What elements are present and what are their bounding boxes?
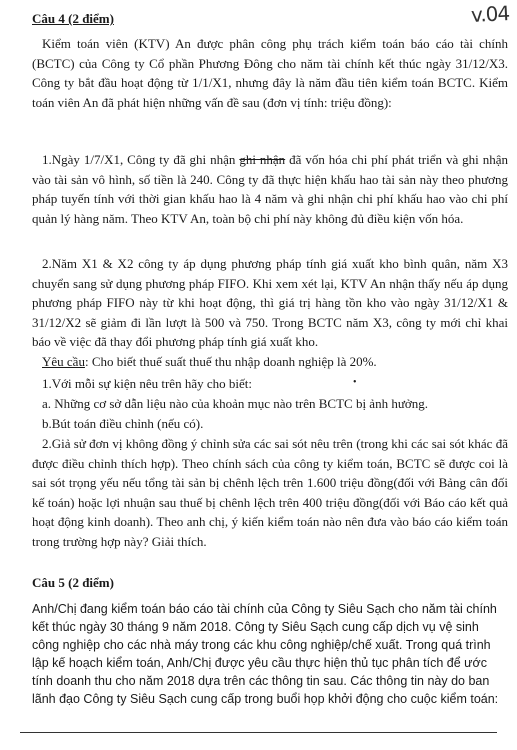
requirement-1b: b.Bút toán điều chỉnh (nếu có). (42, 416, 204, 431)
question-4-item-1: 1.Ngày 1/7/X1, Công ty đã ghi nhận ghi nhận đã vốn hóa chi phí phát triển và ghi nhận vào tài sản vô hình, số tiền là 240. Công ty đã thực hiện khấu hao tài sản này theo phương pháp tuyến tính với thời gian khấu hao là 4 năm và ghi nhận chi phí khấu hao vào chi phí quản lý hàng năm. Theo KTV An, toàn bộ chi phí này không đủ điều kiện vốn hóa. (32, 152, 508, 226)
requirement-line: Yêu cầu: Cho biết thuế suất thuế thu nhập doanh nghiệp là 20%. (42, 354, 377, 369)
requirement-1a: a. Những cơ sở dẫn liệu nào của khoản mục nào trên BCTC bị ảnh hưởng. (42, 396, 428, 411)
requirement-1: 1.Với mỗi sự kiện nêu trên hãy cho biết: (42, 376, 252, 391)
question-4-item-2: 2.Năm X1 & X2 công ty áp dụng phương pháp tính giá xuất kho bình quân, năm X3 chuyển sang sử dụng phương pháp FIFO. Khi xem xét lại, KTV An nhận thấy nếu áp dụng phương pháp FIFO này từ khi hoạt động, thì giá trị hàng tồn kho vào ngày 31/12/X1 & 31/12/X2 sẽ giảm đi lần lượt là 500 và 750. Trong BCTC năm X3, công ty mới chỉ khai báo về việc đã thay đổi phương pháp tính giá xuất kho. (32, 256, 508, 349)
handwritten-mark: v.04 (470, 1, 510, 27)
page-divider (20, 732, 497, 733)
requirement-2: 2.Giả sử đơn vị không đồng ý chỉnh sửa các sai sót nêu trên (trong khi các sai sót khác đã được điều chỉnh thích hợp). Theo chính sách của công ty kiểm toán, BCTC sẽ được coi là sai sót trọng yếu nếu tổng tài sản bị chênh lệch trên 1.600 triệu đồng(đối với Bảng cân đối kế toán) hoặc lợi nhuận sau thuế bị chênh lệch trên 400 triệu đồng(đối với Báo cáo kết quả hoạt động kinh doanh). Theo anh chị, ý kiến kiểm toán nào nên đưa vào báo cáo kiểm toán trong trường hợp này? Giải thích. (32, 436, 508, 549)
question-4-intro: Kiểm toán viên (KTV) An được phân công phụ trách kiểm toán báo cáo tài chính (BCTC) của Công ty Cổ phần Phương Đông cho năm tài chính kết thúc ngày 31/12/X3. Công ty bắt đầu hoạt động từ 1/1/X1, nhưng đây là năm đầu tiên kiểm toán BCTC. Kiểm toán viên An đã phát hiện những vấn đề sau (đơn vị tính: triệu đồng): (32, 36, 508, 110)
question-5-heading: Câu 5 (2 điểm) (32, 575, 114, 590)
exam-page: v.04 Câu 4 (2 điểm) Kiểm toán viên (KTV) An được phân công phụ trách kiểm toán báo cáo tài chính (BCTC) của Công ty Cổ phần Phương Đông cho năm tài chính kết thúc ngày 31/12/X3. Công ty bắt đầu hoạt động từ 1/1/X1, nhưng đây là năm đầu tiên kiểm toán BCTC. Kiểm toán viên An đã phát hiện những vấn đề sau (đơn vị tính: triệu đồng): 1.Ngày 1/7/X1, Công ty đã ghi nhận ghi nhận đã vốn hóa chi phí phát triển và ghi nhận vào tài sản vô hình, số tiền là 240. Công ty đã thực hiện khấu hao tài sản này theo phương pháp tuyến tính với thời gian khấu hao là 4 năm và ghi nhận chi phí khấu hao vào chi phí quản lý hàng năm. Theo KTV An, toàn bộ chi phí này không đủ điều kiện vốn hóa. 2.Năm X1 & X2 công ty áp dụng phương pháp tính giá xuất kho bình quân, năm X3 chuyển sang sử dụng phương pháp FIFO. Khi xem xét lại, KTV An nhận thấy nếu áp dụng phương pháp FIFO này từ khi hoạt động, thì giá trị hàng tồn kho vào ngày 31/12/X1 & 31/12/X2 sẽ giảm đi lần lượt là 500 và 750. Trong BCTC năm X3, công ty mới chỉ khai báo về việc đã thay đổi phương pháp tính giá xuất kho. Yêu cầu: Cho biết thuế suất thuế thu nhập doanh nghiệp là 20%. • 1.Với mỗi sự kiện nêu trên hãy cho biết: a. Những cơ sở dẫn liệu nào của khoản mục nào trên BCTC bị ảnh hưởng. b.Bút toán điều chỉnh (nếu có). 2.Giả sử đơn vị không đồng ý chỉnh sửa các sai sót nêu trên (trong khi các sai sót khác đã được điều chỉnh thích hợp). Theo chính sách của công ty kiểm toán, BCTC sẽ được coi là sai sót trọng yếu nếu tổng tài sản bị chênh lệch trên 1.600 triệu đồng(đối với Bảng cân đối kế toán) hoặc lợi nhuận sau thuế bị chênh lệch trên 400 triệu đồng(đối với Báo cáo kết quả hoạt động kinh doanh). Theo anh chị, ý kiến kiểm toán nào nên đưa vào báo cáo kiểm toán trong trường hợp này? Giải thích. Câu 5 (2 điểm) Anh/Chị đang kiểm toán báo cáo tài chính của Công ty Siêu Sạch cho năm tài chính kết thúc ngày 30 tháng 9 năm 2018. Công ty Siêu Sạch cung cấp dịch vụ vệ sinh công nghiệp cho các nhà máy trong các khu công nghiệp/chế xuất. Trong quá trình lập kế hoạch kiểm toán, Anh/Chị được yêu cầu thực hiện thủ tục phân tích để ước tính doanh thu cho năm 2018 dựa trên các thông tin sau. Các thông tin này do ban lãnh đạo Công ty Siêu Sạch cung cấp trong buổi họp khởi động cho cuộc kiểm toán: (0, 0, 517, 750)
question-5-text: Anh/Chị đang kiểm toán báo cáo tài chính của Công ty Siêu Sạch cho năm tài chính kết thúc ngày 30 tháng 9 năm 2018. Công ty Siêu Sạch cung cấp dịch vụ vệ sinh công nghiệp cho các nhà máy trong các khu công nghiệp/chế xuất. Trong quá trình lập kế hoạch kiểm toán, Anh/Chị được yêu cầu thực hiện thủ tục phân tích để ước tính doanh thu cho năm 2018 dựa trên các thông tin sau. Các thông tin này do ban lãnh đạo Công ty Siêu Sạch cung cấp trong buổi họp khởi động cho cuộc kiểm toán: (32, 602, 499, 706)
question-4-heading: Câu 4 (2 điểm) (32, 11, 114, 26)
